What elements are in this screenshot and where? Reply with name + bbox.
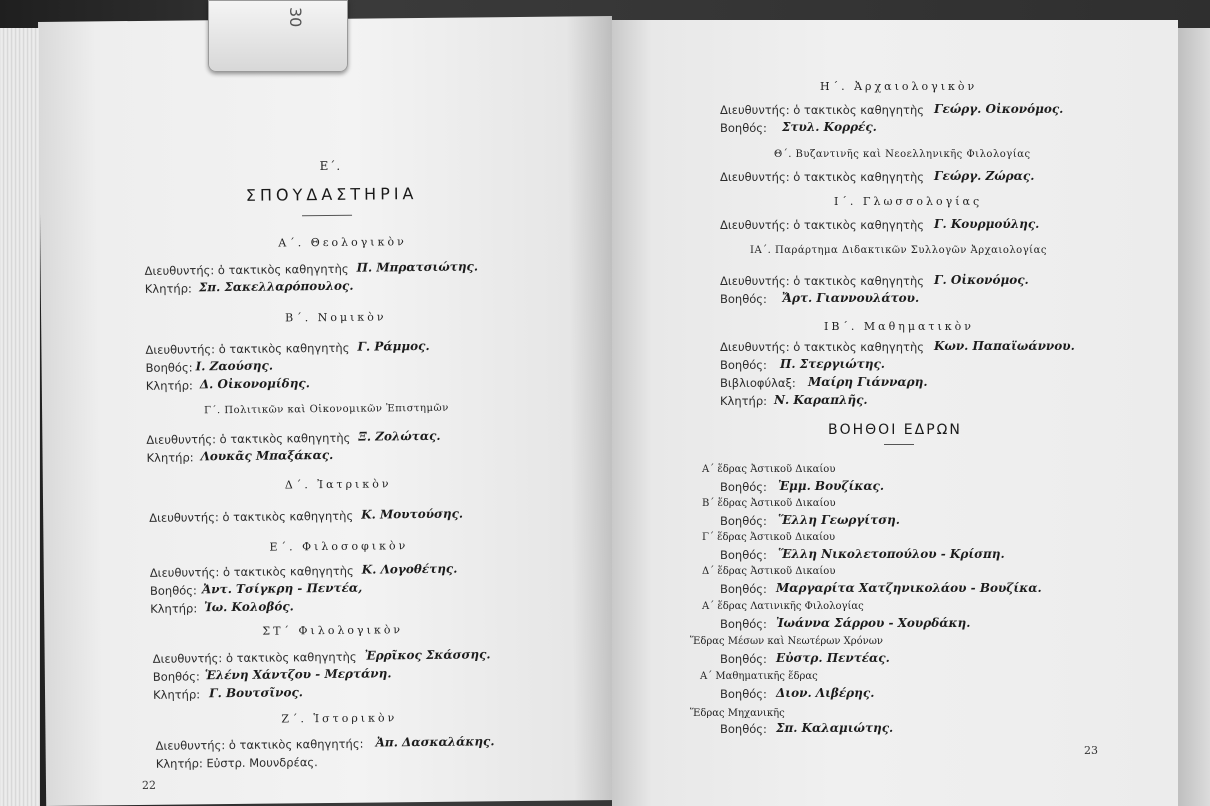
page-number: 23 — [1084, 744, 1098, 757]
section-title: ΣΤ΄ Φιλολογικὸν — [262, 623, 404, 638]
entry-role: Διευθυντής: ὁ τακτικὸς καθηγητὴς — [720, 340, 924, 354]
entry-name: Ἑλένη Χάντζου - Μερτάνη. — [204, 666, 392, 683]
entry-name: Γ. Βουτσῖνος. — [208, 685, 303, 701]
entry-role: Βοηθός: — [720, 514, 767, 528]
entry-name: Γεώργ. Ζώρας. — [934, 169, 1035, 183]
entry-name: Γ. Κουρμούλης. — [934, 217, 1040, 231]
entry-name: Ν. Καραπλῆς. — [774, 393, 868, 407]
book-edge-right — [1178, 28, 1210, 806]
entry-role: Κλητήρ: — [152, 687, 201, 702]
entry-name: Ι. Ζαούσης. — [195, 358, 274, 374]
entry-role: Διευθυντής: ὁ τακτικὸς καθηγητὴς — [720, 274, 924, 288]
chair-title: Δ΄ ἕδρας Ἀστικοῦ Δικαίου — [702, 566, 836, 577]
entry-role: Κλητήρ: — [144, 281, 192, 296]
entry-role: Βιβλιοφύλαξ: — [720, 376, 796, 390]
entry-role: Διευθυντής: ὁ τακτικὸς καθηγητὴς — [145, 340, 350, 357]
chair-title: Α΄ Μαθηματικῆς ἕδρας — [700, 671, 818, 682]
heading-rule — [302, 215, 352, 217]
bookmark-tab — [208, 0, 348, 72]
entry-role: Βοηθός: — [720, 292, 767, 306]
entry-role: Κλητήρ: Εὐστρ. Μουνδρέας. — [155, 755, 318, 771]
entry-name: Διον. Λιβέρης. — [776, 686, 875, 700]
section-title: ΙΑ΄. Παράρτημα Διδακτικῶν Συλλογῶν Ἀρχαιολογίας — [750, 245, 1047, 256]
entry-role: Βοηθός: — [720, 358, 767, 372]
entry-name: Ἄρτ. Γιαννουλάτου. — [782, 291, 920, 305]
chair-title: Γ΄ ἕδρας Ἀστικοῦ Δικαίου — [702, 532, 836, 543]
entry-role: Βοηθός: — [720, 582, 767, 596]
entry-name: Ξ. Ζολώτας. — [358, 428, 441, 444]
entry-role: Βοηθός: — [145, 360, 193, 375]
entry-name: Γεώργ. Οἰκονόμος. — [934, 102, 1064, 116]
page-number: 22 — [141, 778, 157, 792]
entry-name: Γ. Οἰκονόμος. — [934, 273, 1029, 287]
chapter-letter: Ε΄. — [319, 158, 342, 174]
entry-name: Κ. Μουτούσης. — [361, 506, 464, 522]
book-edge-left — [0, 28, 40, 806]
section-title: Ι΄. Γλωσσολογίας — [834, 195, 983, 208]
entry-name: Σπ. Καλαμιώτης. — [776, 721, 894, 735]
section-title: ΙΒ΄. Μαθηματικὸν — [824, 320, 974, 333]
section-title: Η΄. Ἀρχαιολογικὸν — [820, 80, 978, 93]
entry-role: Διευθυντής: ὁ τακτικὸς καθηγητὴς — [149, 508, 354, 525]
entry-role: Βοηθός: — [152, 669, 200, 684]
entry-name: Κ. Λογοθέτης. — [361, 561, 458, 577]
entry-role: Βοηθός: — [720, 617, 767, 631]
chair-title: Β΄ ἕδρας Ἀστικοῦ Δικαίου — [702, 498, 836, 509]
bookmark-label: 30 — [286, 7, 305, 28]
entry-role: Διευθυντής: ὁ τακτικὸς καθηγητὴς — [149, 563, 354, 580]
entry-name: Ἰω. Κολοβός. — [204, 599, 294, 615]
chair-title: Α΄ ἕδρας Λατινικῆς Φιλολογίας — [702, 601, 864, 612]
entry-name: Εὐστρ. Πεντέας. — [776, 651, 890, 665]
entry-role: Διευθυντής: ὁ τακτικὸς καθηγητὴς — [144, 261, 349, 278]
entry-role: Βοηθός: — [720, 121, 767, 135]
entry-role: Βοηθός: — [720, 548, 767, 562]
entry-role: Διευθυντής: ὁ τακτικὸς καθηγητὴς — [152, 649, 357, 666]
page-heading: ΣΠΟΥΔΑΣΤΗΡΙΑ — [245, 184, 418, 205]
entry-name: Μαίρη Γιάνναρη. — [808, 375, 928, 389]
entry-name: Λουκᾶς Μπαξάκας. — [200, 447, 334, 464]
entry-name: Μαργαρίτα Χατζηνικολάου - Βουζίκα. — [776, 581, 1042, 595]
entry-name: Ἕλλη Γεωργίτση. — [778, 513, 900, 527]
section-title: Α΄. Θεολογικὸν — [278, 235, 407, 250]
entry-role: Διευθυντής: ὁ τακτικὸς καθηγητής: — [155, 736, 364, 753]
entry-role: Διευθυντής: ὁ τακτικὸς καθηγητὴς — [720, 170, 924, 184]
entry-name: Ἐμμ. Βουζίκας. — [778, 479, 885, 493]
entry-role: Διευθυντής: ὁ τακτικὸς καθηγητὴς — [720, 103, 924, 117]
entry-role: Βοηθός: — [720, 687, 767, 701]
chair-title: Ἕδρας Μέσων καὶ Νεωτέρων Χρόνων — [690, 636, 883, 647]
section-title: Γ΄. Πολιτικῶν καὶ Οἰκονομικῶν Ἐπιστημῶν — [204, 402, 449, 417]
entry-role: Διευθυντής: ὁ τακτικὸς καθηγητὴς — [146, 430, 351, 447]
entry-name: Στυλ. Κορρές. — [782, 120, 877, 134]
entry-role: Κλητήρ: — [150, 601, 198, 616]
entry-role: Βοηθός: — [720, 722, 767, 736]
left-page — [38, 16, 620, 806]
entry-name: Ἕλλη Νικολετοπούλου - Κρίσπη. — [778, 547, 1005, 561]
entry-name: Δ. Οἰκονομίδης. — [199, 376, 310, 392]
entry-role: Βοηθός: — [149, 583, 197, 598]
entry-role: Βοηθός: — [720, 480, 767, 494]
entry-role: Κλητήρ: — [145, 378, 193, 393]
section-title: Θ΄. Βυζαντινῆς καὶ Νεοελληνικῆς Φιλολογίας — [774, 149, 1031, 160]
entry-name: Ἀντ. Τσίγκρη - Πεντέα, — [201, 580, 363, 597]
entry-name: Π. Στεργιώτης. — [780, 357, 885, 371]
entry-role: Κλητήρ: — [146, 450, 194, 465]
chair-title: Ἕδρας Μηχανικῆς — [690, 708, 785, 719]
section-title: Β΄. Νομικὸν — [285, 310, 387, 325]
entry-role: Κλητήρ: — [720, 394, 768, 408]
chair-title: Α΄ ἕδρας Ἀστικοῦ Δικαίου — [702, 464, 836, 475]
section-title: Δ΄. Ἰατρικὸν — [284, 477, 392, 492]
entry-name: Σπ. Σακελλαρόπουλος. — [198, 278, 354, 295]
entry-name: Π. Μπρατσιώτης. — [356, 259, 479, 275]
entry-role: Βοηθός: — [720, 652, 767, 666]
entry-name: Ἐρρῖκος Σκάσσης. — [364, 647, 491, 663]
entry-name: Γ. Ράμμος. — [357, 338, 430, 354]
section-title: Ζ΄. Ἱστορικὸν — [281, 711, 398, 726]
entry-name: Κων. Παπαϊωάννου. — [934, 339, 1075, 353]
right-page — [612, 20, 1178, 806]
heading-rule — [884, 444, 914, 445]
entry-name: Ἀπ. Δασκαλάκης. — [375, 734, 495, 750]
section-title: Ε΄. Φιλοσοφικὸν — [269, 539, 409, 554]
entry-role: Διευθυντής: ὁ τακτικὸς καθηγητὴς — [720, 218, 924, 232]
entry-name: Ἰωάννα Σάρρου - Χουρδάκη. — [776, 616, 971, 630]
assistants-heading: ΒΟΗΘΟΙ ΕΔΡΩΝ — [828, 422, 962, 438]
